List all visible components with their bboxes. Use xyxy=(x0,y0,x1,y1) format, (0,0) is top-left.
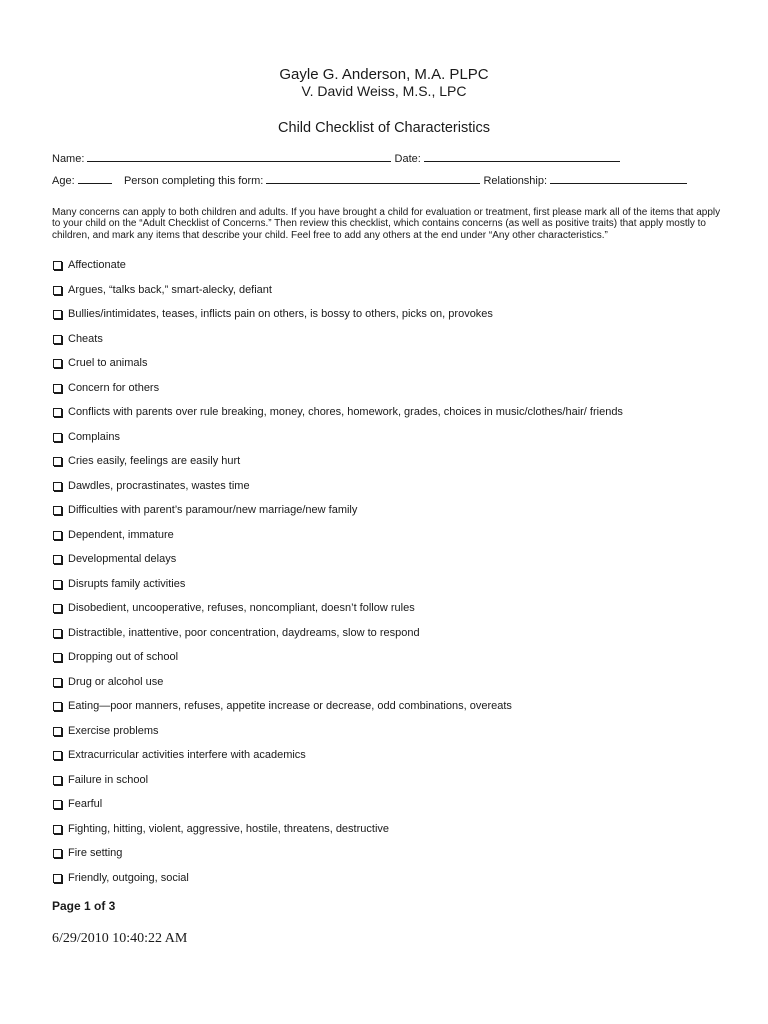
checklist-item-label: Distractible, inattentive, poor concentration, daydreams, slow to respond xyxy=(68,626,420,639)
checkbox-icon[interactable] xyxy=(53,629,62,638)
checklist-item xyxy=(52,528,742,553)
checklist-item-label: Cries easily, feelings are easily hurt xyxy=(68,455,241,467)
checkbox-icon[interactable] xyxy=(53,776,62,785)
checkbox-icon[interactable] xyxy=(53,727,62,736)
checkbox-icon[interactable] xyxy=(53,384,62,393)
checklist-item-label: Fire setting xyxy=(68,847,123,859)
checklist-item-label: Disobedient, uncooperative, refuses, noncompliant, doesn’t follow rules xyxy=(68,602,415,614)
age-field[interactable] xyxy=(78,173,112,184)
checkbox-icon[interactable] xyxy=(53,457,62,466)
checklist-item-label: Disrupts family activities xyxy=(68,577,186,590)
checklist-item-label: Extracurricular activities interfere with academics xyxy=(68,749,306,761)
name-label: Name: xyxy=(52,153,85,165)
checklist-item xyxy=(52,430,742,455)
checklist-item xyxy=(52,356,742,381)
checklist-item xyxy=(52,724,742,749)
checklist-item xyxy=(52,601,742,626)
checkbox-icon[interactable] xyxy=(53,408,62,417)
checklist-item-label: Dropping out of school xyxy=(68,651,179,663)
checkbox-icon[interactable] xyxy=(53,555,62,564)
age-label: Age: xyxy=(52,175,75,187)
checkbox-icon[interactable] xyxy=(53,433,62,442)
checklist-item xyxy=(52,503,742,528)
checklist-item xyxy=(52,871,742,896)
checklist-item-label: Dependent, immature xyxy=(68,528,174,541)
date-field[interactable] xyxy=(424,151,620,162)
checklist-item-label: Conflicts with parents over rule breaking, money, chores, homework, grades, choices in music/clothes/hair/ friends xyxy=(68,406,623,418)
checklist-item-label: Cruel to animals xyxy=(68,357,148,369)
checklist-item-label: Friendly, outgoing, social xyxy=(68,871,189,884)
checklist-item-label: Affectionate xyxy=(68,259,126,271)
checkbox-icon[interactable] xyxy=(53,653,62,662)
checkbox-icon[interactable] xyxy=(53,310,62,319)
relationship-label: Relationship: xyxy=(483,175,548,187)
checkbox-icon[interactable] xyxy=(53,531,62,540)
checkbox-icon[interactable] xyxy=(53,261,62,270)
checklist-item-label: Dawdles, procrastinates, wastes time xyxy=(68,479,250,492)
header xyxy=(0,66,768,100)
checklist-item-label: Complains xyxy=(68,430,120,443)
checklist-item xyxy=(52,626,742,651)
name-field[interactable] xyxy=(87,151,391,162)
checkbox-icon[interactable] xyxy=(53,580,62,589)
checklist-item xyxy=(52,846,742,871)
checkbox-icon[interactable] xyxy=(53,751,62,760)
checklist-item xyxy=(52,577,742,602)
checkbox-icon[interactable] xyxy=(53,335,62,344)
checklist-item xyxy=(52,405,742,430)
checkbox-icon[interactable] xyxy=(53,702,62,711)
checklist-item-label: Concern for others xyxy=(68,381,160,394)
checkbox-icon[interactable] xyxy=(53,825,62,834)
author-primary: Gayle G. Anderson, M.A. PLPC xyxy=(279,66,489,83)
checklist-item xyxy=(52,552,742,577)
name-date-row xyxy=(52,151,620,165)
checklist-item-label: Fearful xyxy=(68,798,103,810)
checklist-item xyxy=(52,699,742,724)
checkbox-icon[interactable] xyxy=(53,800,62,809)
age-person-row xyxy=(52,173,687,187)
document-title: Child Checklist of Characteristics xyxy=(278,120,490,136)
checklist-item xyxy=(52,773,742,798)
relationship-field[interactable] xyxy=(550,173,687,184)
intro-paragraph: Many concerns can apply to both children and adults. If you have brought a child for evaluation or treatment, first please mark all of the items that apply to your child on the “Adult Checklist of Concerns.” Then review this checklist, which contains concerns (as well as positive traits) that apply mostly to children, and mark any items that describe your child. Feel free to add any others at the end under “Any other characteristics.” xyxy=(52,207,721,241)
date-label: Date: xyxy=(394,153,421,165)
page-number: Page 1 of 3 xyxy=(52,899,116,913)
checklist-item-label: Argues, “talks back,” smart-alecky, defiant xyxy=(68,283,272,296)
checklist-item xyxy=(52,258,742,283)
checklist-item-label: Fighting, hitting, violent, aggressive, hostile, threatens, destructive xyxy=(68,822,390,835)
checklist-item-label: Exercise problems xyxy=(68,724,159,737)
checkbox-icon[interactable] xyxy=(53,849,62,858)
checklist-item-label: Failure in school xyxy=(68,773,149,786)
checklist-item xyxy=(52,479,742,504)
checkbox-icon[interactable] xyxy=(53,604,62,613)
checklist-item xyxy=(52,332,742,357)
checkbox-icon[interactable] xyxy=(53,286,62,295)
author-secondary: V. David Weiss, M.S., LPC xyxy=(301,83,467,99)
checklist-item xyxy=(52,307,742,332)
person-label: Person completing this form: xyxy=(123,175,264,187)
checklist-item xyxy=(52,748,742,773)
checklist-item xyxy=(52,381,742,406)
person-field[interactable] xyxy=(266,173,480,184)
checklist-item xyxy=(52,675,742,700)
checklist-item xyxy=(52,797,742,822)
checkbox-icon[interactable] xyxy=(53,506,62,515)
checkbox-icon[interactable] xyxy=(53,359,62,368)
checklist xyxy=(52,258,742,895)
checklist-item-label: Bullies/intimidates, teases, inflicts pain on others, is bossy to others, picks on, provokes xyxy=(68,308,493,320)
checkbox-icon[interactable] xyxy=(53,678,62,687)
checklist-item-label: Cheats xyxy=(68,332,103,345)
checklist-item-label: Drug or alcohol use xyxy=(68,675,164,688)
checklist-item-label: Difficulties with parent’s paramour/new marriage/new family xyxy=(68,504,358,516)
checklist-item xyxy=(52,650,742,675)
timestamp: 6/29/2010 10:40:22 AM xyxy=(52,931,188,946)
checklist-item xyxy=(52,822,742,847)
checklist-item xyxy=(52,454,742,479)
checkbox-icon[interactable] xyxy=(53,874,62,883)
checkbox-icon[interactable] xyxy=(53,482,62,491)
checklist-item xyxy=(52,283,742,308)
checklist-item-label: Developmental delays xyxy=(68,553,177,565)
checklist-item-label: Eating—poor manners, refuses, appetite increase or decrease, odd combinations, overeats xyxy=(68,700,512,712)
